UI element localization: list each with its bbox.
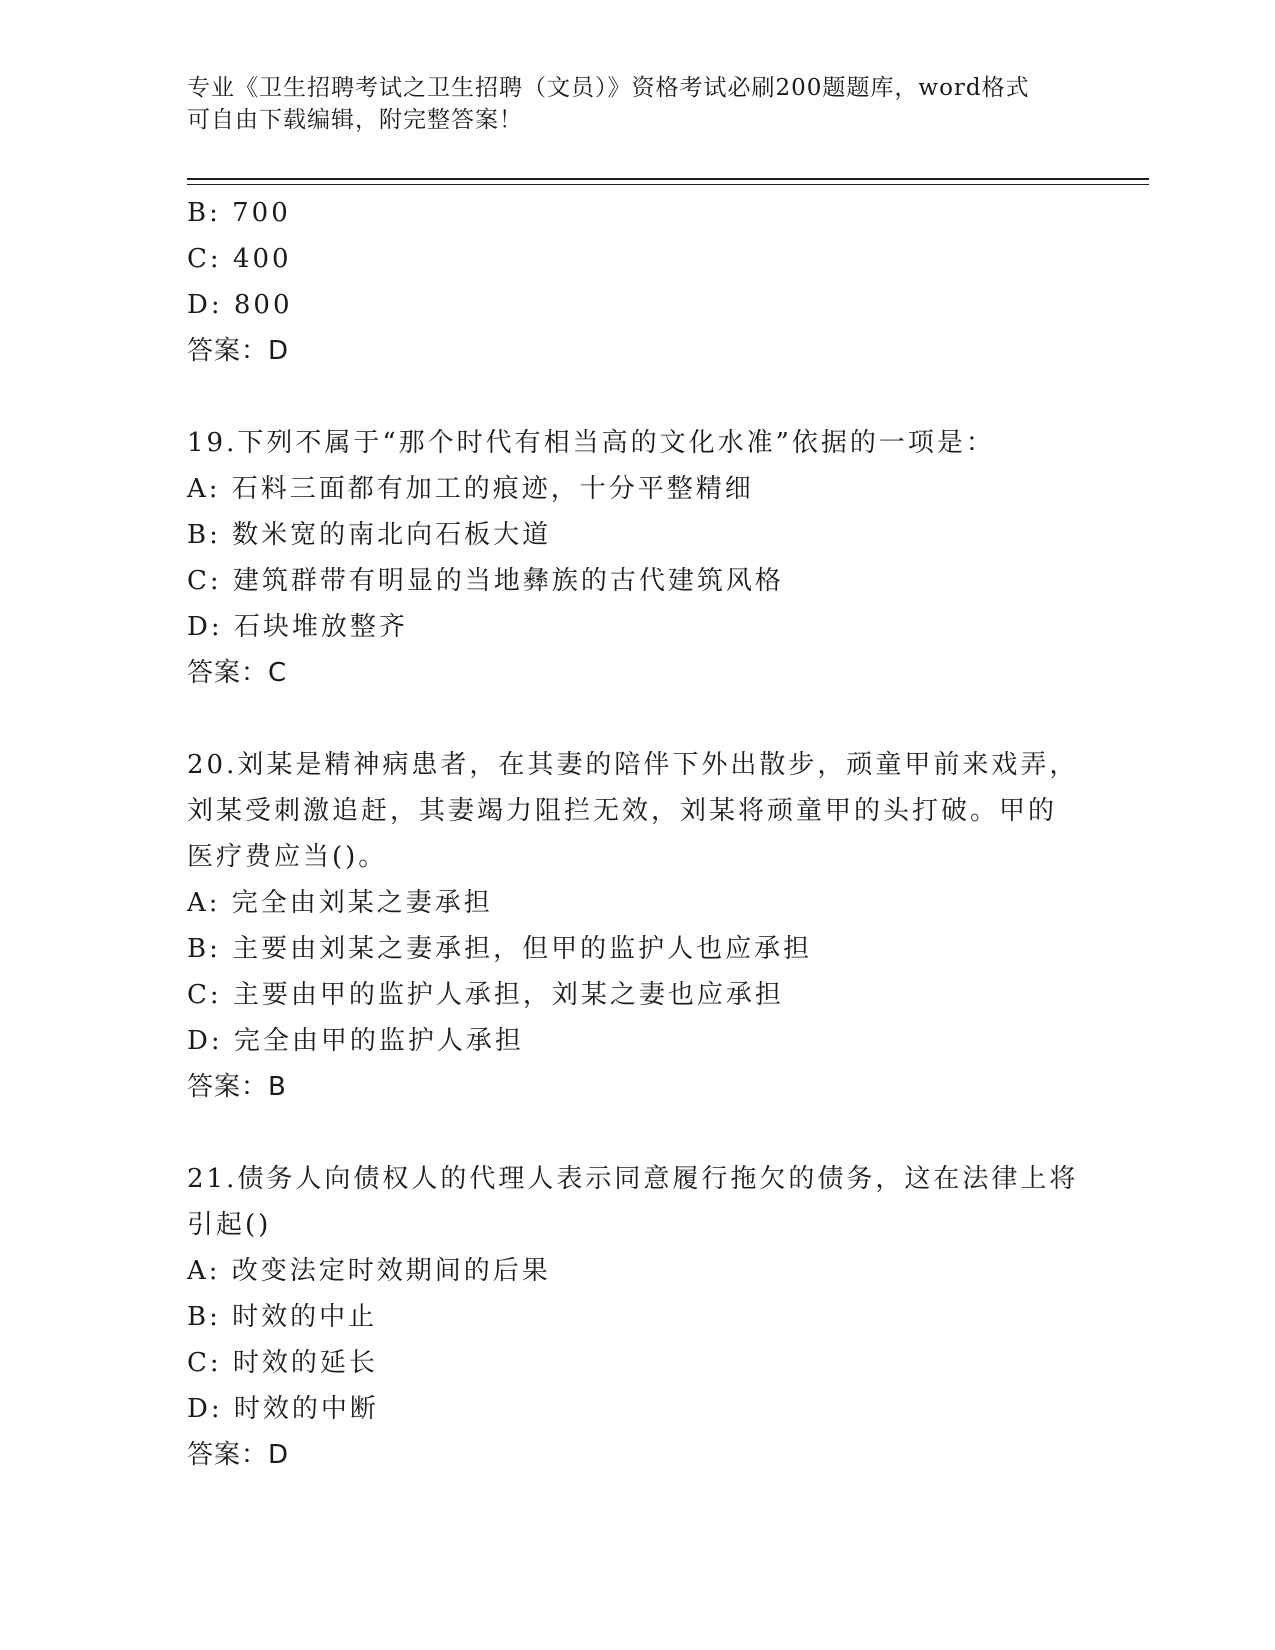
option-b: B: 时效的中止 — [187, 1302, 378, 1332]
question-text: 引起() — [187, 1210, 272, 1240]
option-a: A: 改变法定时效期间的后果 — [187, 1256, 551, 1286]
answer-line: 答案：D — [187, 1440, 290, 1470]
option-d: D: 时效的中断 — [187, 1394, 379, 1424]
question-text: 19.下列不属于“那个时代有相当高的文化水准”依据的一项是： — [187, 428, 995, 458]
question-text: 医疗费应当()。 — [187, 842, 388, 872]
header-divider-thick — [187, 178, 1149, 180]
option-b: B: 数米宽的南北向石板大道 — [187, 520, 552, 550]
question-20 — [187, 742, 1087, 1110]
option-c: C: 主要由甲的监护人承担，刘某之妻也应承担 — [187, 980, 784, 1010]
question-content — [187, 190, 1087, 1478]
block-spacer — [187, 696, 1087, 742]
question-19 — [187, 420, 1087, 696]
question-text: 刘某受刺激追赶，其妻竭力阻拦无效，刘某将顽童甲的头打破。甲的 — [187, 796, 1058, 826]
header-title-line-2: 可自由下载编辑，附完整答案！ — [187, 107, 523, 133]
block-spacer — [187, 374, 1087, 420]
header-title-line-1: 专业《卫生招聘考试之卫生招聘（文员）》资格考试必刷200题题库，word格式 — [187, 75, 1030, 101]
answer-line: 答案：C — [187, 658, 288, 688]
option-b: B: 700 — [187, 198, 291, 228]
option-a: A: 完全由刘某之妻承担 — [187, 888, 493, 918]
question-21 — [187, 1156, 1087, 1478]
option-a: A: 石料三面都有加工的痕迹，十分平整精细 — [187, 474, 754, 504]
option-b: B: 主要由刘某之妻承担，但甲的监护人也应承担 — [187, 934, 813, 964]
question-text: 21.债务人向债权人的代理人表示同意履行拖欠的债务，这在法律上将 — [187, 1164, 1079, 1194]
block-spacer — [187, 1110, 1087, 1156]
option-c: C: 时效的延长 — [187, 1348, 378, 1378]
document-header — [187, 72, 1087, 136]
option-d: D: 完全由甲的监护人承担 — [187, 1026, 524, 1056]
header-divider-thin — [187, 184, 1149, 185]
option-d: D: 石块堆放整齐 — [187, 612, 408, 642]
answer-line: 答案：D — [187, 336, 290, 366]
option-c: C: 400 — [187, 244, 292, 274]
previous-question-block — [187, 190, 1087, 374]
question-text: 20.刘某是精神病患者，在其妻的陪伴下外出散步，顽童甲前来戏弄， — [187, 750, 1079, 780]
answer-line: 答案：B — [187, 1072, 287, 1102]
option-c: C: 建筑群带有明显的当地彝族的古代建筑风格 — [187, 566, 784, 596]
option-d: D: 800 — [187, 290, 293, 320]
